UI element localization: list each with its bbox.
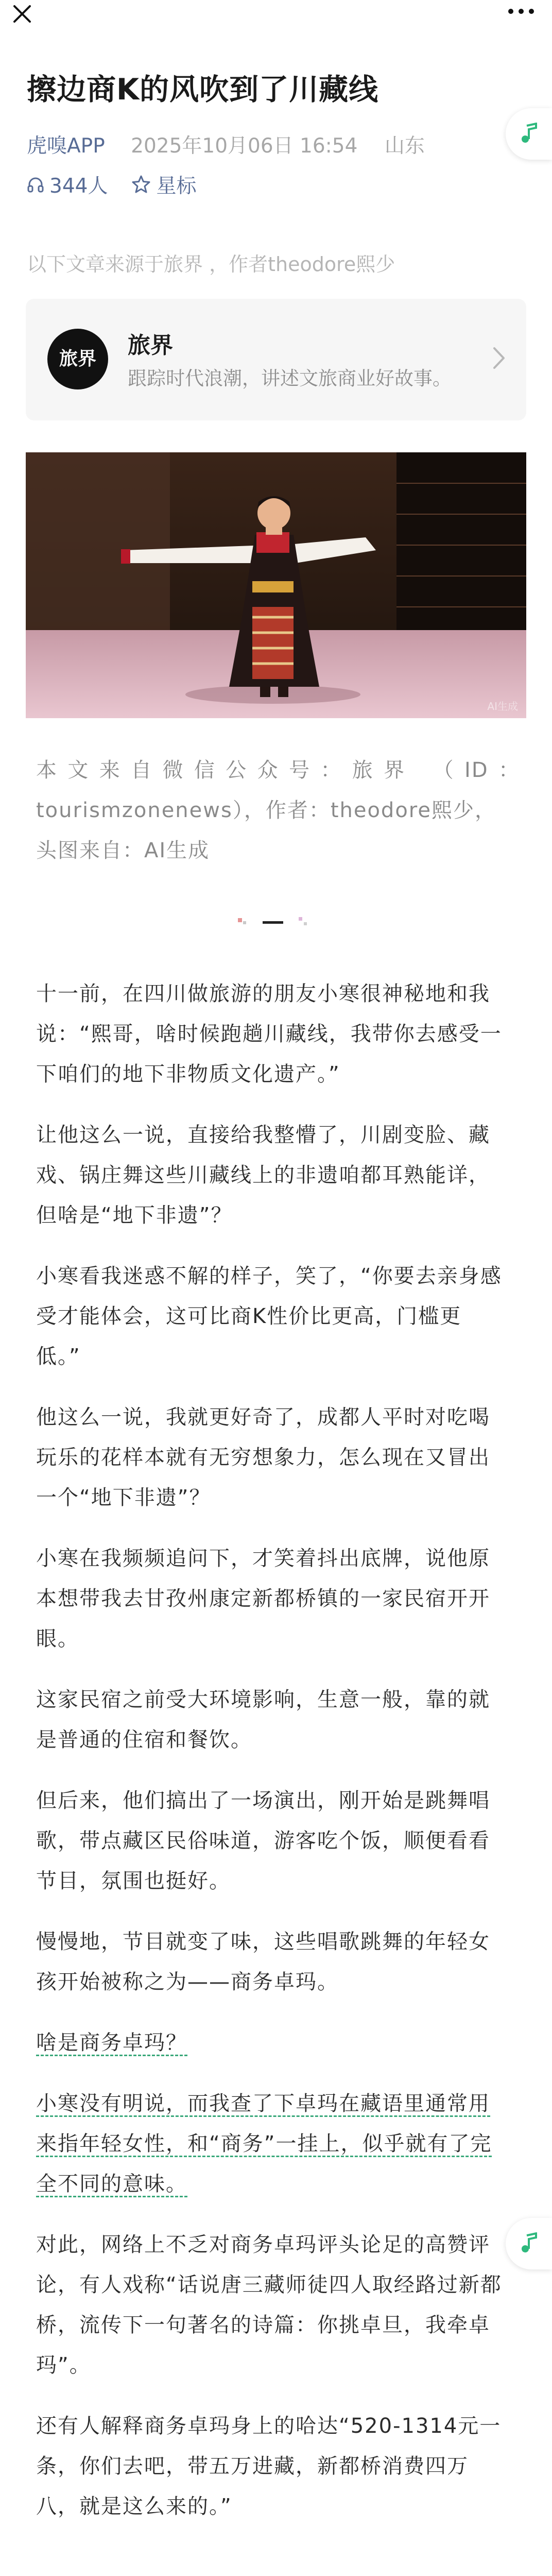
paragraph-line: 慢慢地，节目就变了味，这些唱歌跳舞的年轻女 xyxy=(36,1930,490,1954)
paragraph xyxy=(36,1680,520,1760)
paragraph-line: 戏、锅庄舞这些川藏线上的非遗咱都耳熟能详， xyxy=(36,1163,490,1187)
paragraph-line: 十一前，在四川做旅游的朋友小寒很神秘地和我 xyxy=(36,982,490,1006)
source-account-card[interactable] xyxy=(26,299,526,420)
paragraph-line-wrap xyxy=(36,1579,520,1619)
section-divider xyxy=(238,916,315,928)
paragraph-line: 但后来，他们搞出了一场演出，刚开始是跳舞唱 xyxy=(36,1789,490,1812)
star-icon[interactable] xyxy=(131,175,151,194)
article-meta xyxy=(27,130,425,159)
paragraph-line: 是普通的住宿和餐饮。 xyxy=(36,1728,252,1752)
paragraph-line: 小寒在我频频追问下，才笑着抖出底牌，说他原 xyxy=(36,1547,490,1570)
paragraph-line: 他这么一说，我就更好奇了，成都人平时对吃喝 xyxy=(36,1405,490,1429)
paragraph-line: 桥，流传下一句著名的诗篇：你挑卓旦，我牵卓 xyxy=(36,2313,490,2337)
paragraph-line: 全不同的意味。 xyxy=(36,2172,187,2197)
caption-line: tourismzonenews），作者：theodore熙少， xyxy=(36,799,496,822)
close-icon[interactable] xyxy=(9,1,35,27)
listener-count: 344人 xyxy=(49,175,108,198)
chevron-right-icon xyxy=(491,344,507,372)
paragraph-line: 受才能体会，这可比商K性价比更高，门槛更 xyxy=(36,1304,462,1328)
paragraph-line-wrap xyxy=(36,2023,520,2063)
paragraph-line-wrap xyxy=(36,2446,520,2486)
tibetan-dancer-illustration xyxy=(26,452,526,718)
paragraph-line-wrap xyxy=(36,1720,520,1760)
paragraph-line: 还有人解释商务卓玛身上的哈达“520-1314元一 xyxy=(36,2414,502,2438)
paragraph xyxy=(36,1115,520,1235)
paragraph-line: 下咱们的地下非物质文化遗产。” xyxy=(36,1062,340,1086)
music-note-icon xyxy=(519,123,539,145)
paragraph-line: 条，你们去吧，带五万进藏，新都桥消费四万 xyxy=(36,2454,469,2478)
paragraph-line: 这家民宿之前受大环境影响，生意一般，靠的就 xyxy=(36,1688,490,1711)
publish-time: 2025年10月06日 16:54 xyxy=(131,134,358,158)
paragraph-line-wrap xyxy=(36,1781,520,1821)
paragraph-line: 啥是商务卓玛？ xyxy=(36,2031,187,2056)
paragraph-line-wrap xyxy=(36,1296,520,1336)
headphones-icon xyxy=(27,176,44,193)
article-title: 擦边商K的风吹到了川藏线 xyxy=(27,73,379,107)
paragraph-line-wrap xyxy=(36,1922,520,1962)
paragraph-line-wrap xyxy=(36,1336,520,1377)
paragraph xyxy=(36,2023,520,2063)
paragraph-line-wrap xyxy=(36,1437,520,1478)
paragraph xyxy=(36,2083,520,2204)
music-note-icon xyxy=(519,2232,539,2255)
image-caption xyxy=(36,750,520,871)
paragraph-line-wrap xyxy=(36,2406,520,2446)
paragraph-line-wrap xyxy=(36,1014,520,1054)
paragraph-line-wrap xyxy=(36,2345,520,2385)
paragraph-line-wrap xyxy=(36,1397,520,1437)
paragraph xyxy=(36,2225,520,2385)
article-stats xyxy=(27,170,196,199)
paragraph-line: 歌，带点藏区民俗味道，游客吃个饭，顺便看看 xyxy=(36,1829,490,1853)
paragraph xyxy=(36,2406,520,2527)
paragraph-line-wrap xyxy=(36,1821,520,1861)
paragraph-line: 玛”。 xyxy=(36,2353,91,2377)
paragraph xyxy=(36,974,520,1094)
paragraph xyxy=(36,1538,520,1659)
paragraph-line: 眼。 xyxy=(36,1627,79,1651)
account-avatar: 旅界 xyxy=(47,329,108,389)
paragraph-line-wrap xyxy=(36,1115,520,1155)
more-dots-icon[interactable] xyxy=(506,5,537,18)
paragraph-line: 让他这么一说，直接给我整懵了，川剧变脸、藏 xyxy=(36,1123,490,1147)
caption-line: 头图来自：AI生成 xyxy=(36,839,210,862)
paragraph-line-wrap xyxy=(36,2164,520,2204)
location: 山东 xyxy=(384,134,425,158)
music-float-button[interactable] xyxy=(506,108,552,160)
account-description: 跟踪时代浪潮，讲述文旅商业好故事。 xyxy=(128,367,452,389)
source-account-link[interactable]: 虎嗅APP xyxy=(27,134,105,158)
paragraph xyxy=(36,1397,520,1518)
paragraph-line-wrap xyxy=(36,1680,520,1720)
paragraph-line-wrap xyxy=(36,1155,520,1195)
paragraph-line-wrap xyxy=(36,2225,520,2265)
paragraph xyxy=(36,1922,520,2002)
paragraph-line: 对此，网络上不乏对商务卓玛评头论足的高赞评 xyxy=(36,2233,490,2257)
paragraph-line: 说：“熙哥，啥时候跑趟川藏线，我带你去感受一 xyxy=(36,1022,502,1046)
paragraph-line: 节目，氛围也挺好。 xyxy=(36,1869,231,1893)
paragraph-line-wrap xyxy=(36,1256,520,1296)
paragraph-line-wrap xyxy=(36,1861,520,1901)
hero-image xyxy=(26,452,526,718)
account-name: 旅界 xyxy=(128,332,173,359)
paragraph-line-wrap xyxy=(36,2486,520,2527)
paragraph-line-wrap xyxy=(36,1619,520,1659)
paragraph-line: 但啥是“地下非遗”？ xyxy=(36,1204,233,1227)
paragraph-line-wrap xyxy=(36,2083,520,2124)
paragraph-line: 一个“地下非遗”？ xyxy=(36,1486,211,1510)
paragraph-line-wrap xyxy=(36,2124,520,2164)
paragraph xyxy=(36,1781,520,1901)
paragraph-line: 低。” xyxy=(36,1345,81,1368)
paragraph-line: 论，有人戏称“话说唐三藏师徒四人取经路过新都 xyxy=(36,2273,502,2297)
paragraph-line: 本想带我去甘孜州康定新都桥镇的一家民宿开开 xyxy=(36,1587,490,1611)
ai-generated-watermark: AI生成 xyxy=(487,700,518,713)
paragraph-line-wrap xyxy=(36,974,520,1014)
paragraph-line-wrap xyxy=(36,1538,520,1579)
paragraph-line-wrap xyxy=(36,2265,520,2305)
paragraph-line-wrap xyxy=(36,2305,520,2345)
paragraph-line: 来指年轻女性，和“商务”一挂上，似乎就有了完 xyxy=(36,2132,492,2157)
paragraph-line-wrap xyxy=(36,1195,520,1235)
paragraph-line-wrap xyxy=(36,1478,520,1518)
top-bar xyxy=(0,0,552,31)
paragraph-line: 孩开始被称之为——商务卓玛。 xyxy=(36,1970,339,1994)
repost-notice: 以下文章来源于旅界 ，作者theodore熙少 xyxy=(27,253,395,276)
paragraph-line-wrap xyxy=(36,1054,520,1094)
paragraph xyxy=(36,1256,520,1377)
star-label[interactable]: 星标 xyxy=(156,175,197,198)
paragraph-line: 玩乐的花样本就有无穷想象力，怎么现在又冒出 xyxy=(36,1446,490,1469)
paragraph-line: 小寒看我迷惑不解的样子，笑了，“你要去亲身感 xyxy=(36,1264,502,1288)
paragraph-line: 八，就是这么来的。” xyxy=(36,2495,232,2518)
paragraph-line: 小寒没有明说，而我查了下卓玛在藏语里通常用 xyxy=(36,2092,490,2117)
paragraph-line-wrap xyxy=(36,1962,520,2002)
caption-line: 本文来自微信公众号：旅界 （ID： xyxy=(36,758,520,782)
